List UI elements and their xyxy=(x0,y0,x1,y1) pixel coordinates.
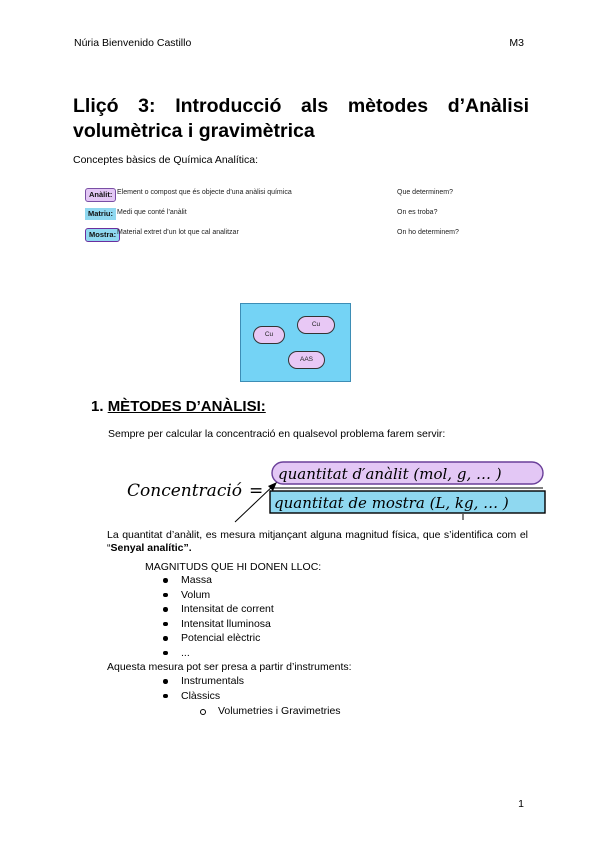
formula-numerator: quantitat d′anàlit (mol, g, … ) xyxy=(278,465,502,483)
term-question: On es troba? xyxy=(397,209,438,216)
term-question: On ho determinem? xyxy=(397,229,459,236)
instruments-list xyxy=(163,675,244,704)
list-item: Potencial elèctric xyxy=(163,632,274,647)
list-item: Clàssics xyxy=(163,690,244,705)
list-item: Volumetries i Gravimetries xyxy=(200,705,341,720)
list-item: Instrumentals xyxy=(163,675,244,690)
term-row-mostra xyxy=(85,227,505,243)
paragraph-text: La quantitat d’anàlit, es mesura mitjançant alguna magnitud física, que s’identifica com el “ xyxy=(107,529,528,554)
section-title: MÈTODES D’ANÀLISI: xyxy=(107,398,266,415)
term-row-analit xyxy=(85,187,505,203)
term-badge: Mostra: xyxy=(85,228,120,242)
formula-lhs: Concentració xyxy=(127,481,243,501)
diagram-oval-cu: Cu xyxy=(297,316,335,334)
list-item: Intensitat lluminosa xyxy=(163,618,274,633)
section-heading xyxy=(91,398,266,415)
diagram-oval-aas: AAS xyxy=(288,351,325,369)
term-definition: Medi que conté l’anàlit xyxy=(117,209,187,216)
term-question: Que determinem? xyxy=(397,189,454,196)
diagram-oval-cu: Cu xyxy=(253,326,285,344)
sample-diagram xyxy=(240,303,351,382)
subtitle: Conceptes bàsics de Química Analítica: xyxy=(73,154,259,166)
paragraph-bold: Senyal analític”. xyxy=(110,542,192,554)
magnitudes-label: MAGNITUDS QUE HI DONEN LLOC: xyxy=(145,561,322,573)
formula-equals: = xyxy=(249,481,264,501)
page-number: 1 xyxy=(518,798,524,810)
term-badge: Anàlit: xyxy=(85,188,116,202)
header-module: M3 xyxy=(509,37,524,49)
term-definition: Element o compost que és objecte d’una anàlisi química xyxy=(117,189,292,196)
term-row-matriu xyxy=(85,207,505,223)
list-item: Volum xyxy=(163,589,274,604)
header-author: Núria Bienvenido Castillo xyxy=(74,37,192,49)
classic-sublist xyxy=(200,705,341,720)
intro-text: Sempre per calcular la concentració en qualsevol problema farem servir: xyxy=(108,428,446,440)
formula-denominator: quantitat de mostra (L, kg, … ) xyxy=(274,494,509,512)
term-badge: Matriu: xyxy=(85,208,116,220)
page-title: Lliçó 3: Introducció als mètodes d’Anàlisi volumètrica i gravimètrica xyxy=(73,95,529,142)
concentration-formula xyxy=(125,458,551,524)
signal-paragraph xyxy=(107,529,528,555)
section-number: 1. xyxy=(91,398,104,415)
list-item: Intensitat de corrent xyxy=(163,603,274,618)
list-item: Massa xyxy=(163,574,274,589)
term-definition: Material extret d’un lot que cal analitzar xyxy=(117,229,239,236)
measure-text: Aquesta mesura pot ser presa a partir d’instruments: xyxy=(107,661,352,673)
list-item: ... xyxy=(163,647,274,662)
magnitudes-list xyxy=(163,574,274,662)
